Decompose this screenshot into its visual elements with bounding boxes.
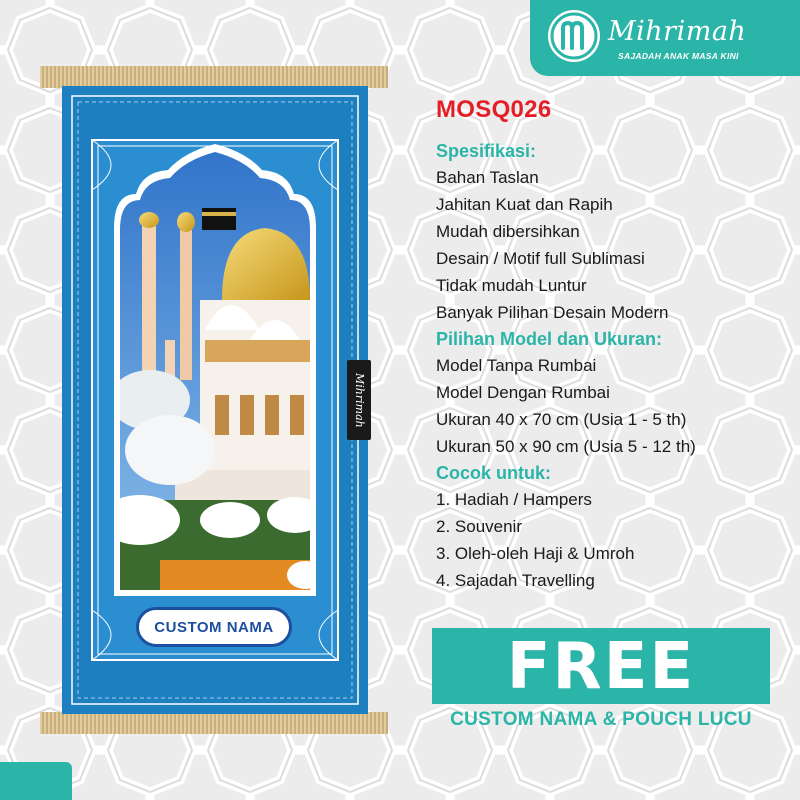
- custom-name-pill: [136, 607, 292, 647]
- free-heading: FREE: [506, 630, 696, 704]
- pilihan-heading: Pilihan Model dan Ukuran:: [436, 329, 663, 349]
- cocok-item: 2. Souvenir: [436, 517, 522, 536]
- cocok-item: 3. Oleh-oleh Haji & Umroh: [436, 544, 635, 563]
- cocok-item: 1. Hadiah / Hampers: [436, 490, 592, 509]
- product-code: MOSQ026: [436, 96, 552, 123]
- corner-tab: [0, 762, 72, 800]
- rug-brand-label-text: Mihrimah: [353, 372, 366, 428]
- spec-item: Jahitan Kuat dan Rapih: [436, 195, 613, 214]
- pilihan-item: Ukuran 40 x 70 cm (Usia 1 - 5 th): [436, 410, 687, 429]
- spec-list: [436, 138, 776, 594]
- brand-name: Mihrimah: [608, 16, 747, 47]
- pilihan-item: Ukuran 50 x 90 cm (Usia 5 - 12 th): [436, 437, 696, 456]
- pilihan-item: Model Dengan Rumbai: [436, 383, 610, 402]
- brand-tagline: SAJADAH ANAK MASA KINI: [618, 51, 739, 61]
- custom-name-pill-text: CUSTOM NAMA: [154, 618, 274, 636]
- spec-item: Tidak mudah Luntur: [436, 276, 587, 295]
- cocok-heading: Cocok untuk:: [436, 463, 551, 483]
- cocok-item: 4. Sajadah Travelling: [436, 571, 595, 590]
- free-subtitle: CUSTOM NAMA & POUCH LUCU: [450, 709, 752, 730]
- spec-item: Banyak Pilihan Desain Modern: [436, 303, 669, 322]
- spec-item: Mudah dibersihkan: [436, 222, 580, 241]
- spec-item: Desain / Motif full Sublimasi: [436, 249, 645, 268]
- spec-item: Bahan Taslan: [436, 168, 539, 187]
- spesifikasi-heading: Spesifikasi:: [436, 141, 537, 161]
- pilihan-item: Model Tanpa Rumbai: [436, 356, 597, 375]
